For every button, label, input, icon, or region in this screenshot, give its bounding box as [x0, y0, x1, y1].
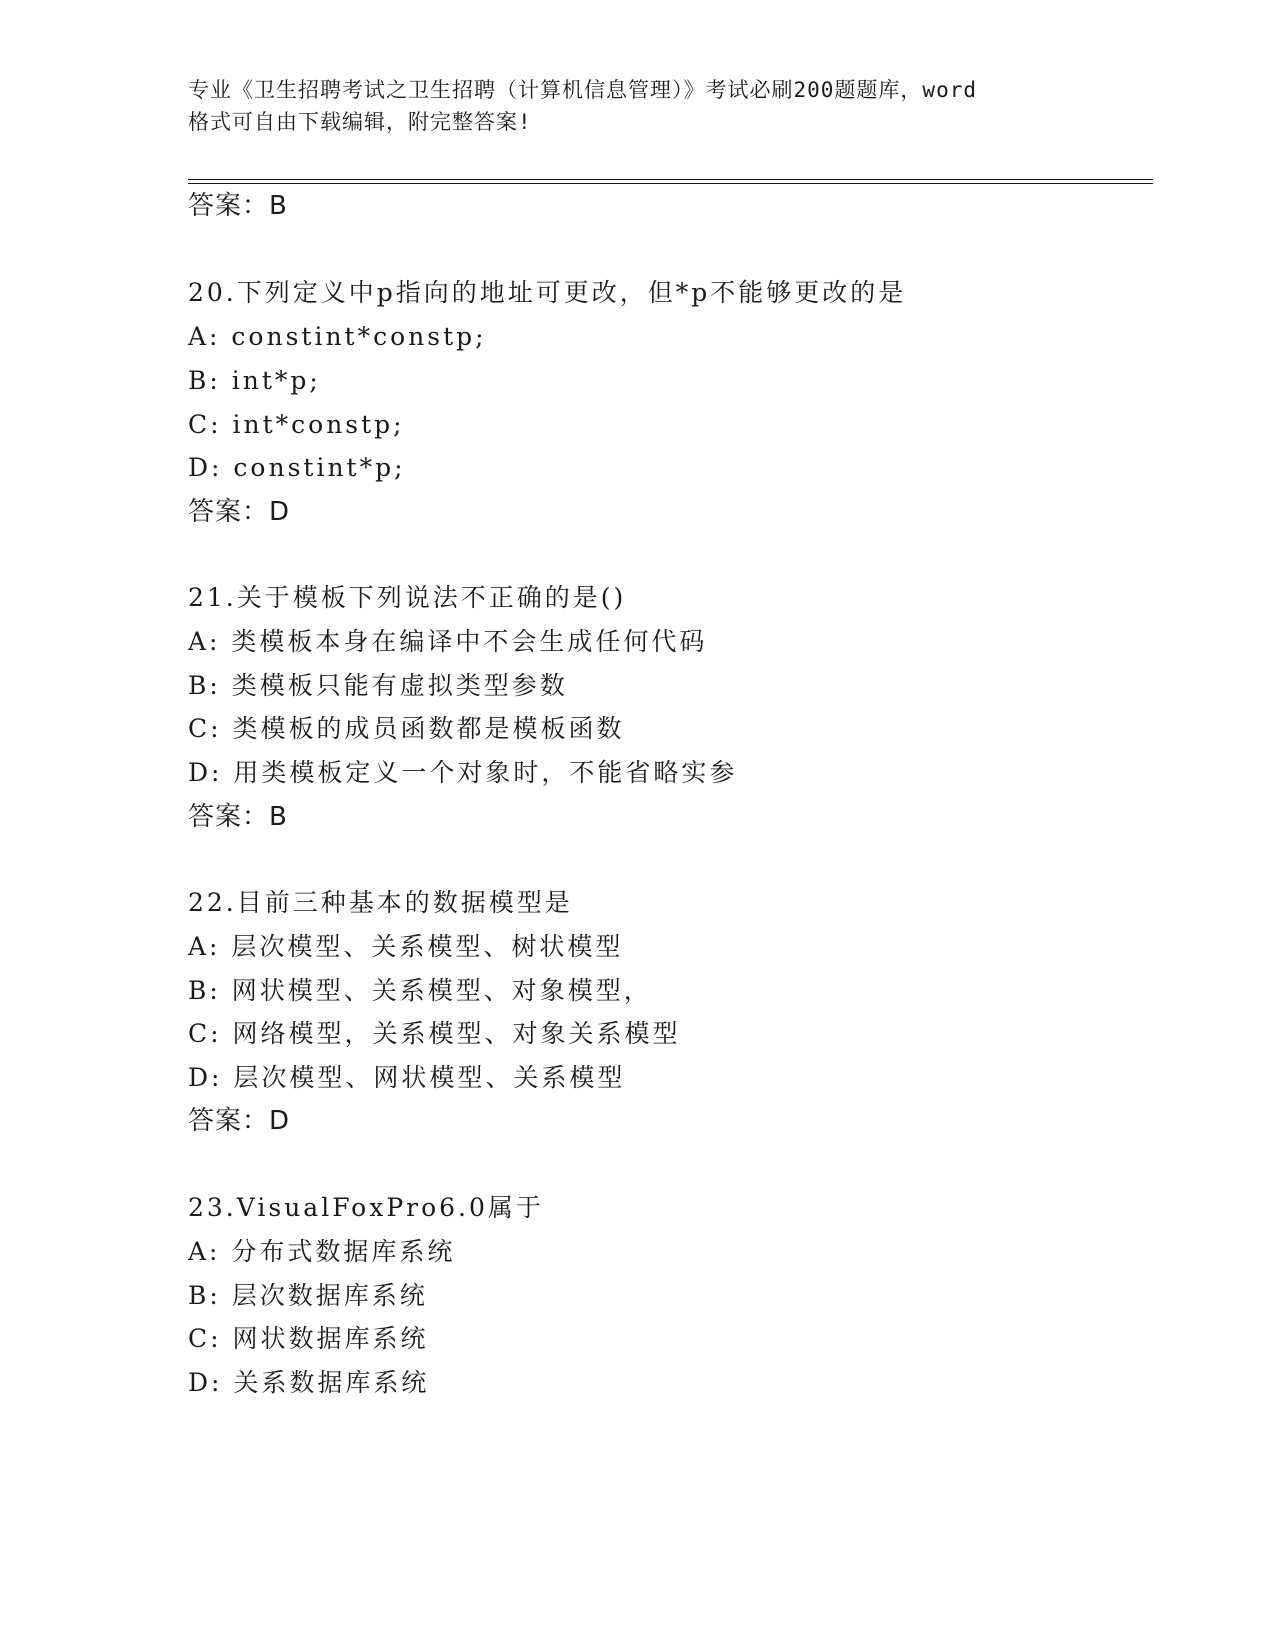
header-divider-top [188, 179, 1153, 180]
question-22-stem: 22.目前三种基本的数据模型是 [188, 888, 573, 917]
question-23-option-b: B: 层次数据库系统 [188, 1281, 428, 1310]
question-21-option-d: D: 用类模板定义一个对象时，不能省略实参 [188, 758, 738, 787]
question-22-option-a: A: 层次模型、关系模型、树状模型 [188, 932, 624, 961]
question-20-option-c: C: int*constp; [188, 410, 405, 439]
question-20-answer: 答案：D [188, 497, 291, 527]
question-21-option-b: B: 类模板只能有虚拟类型参数 [188, 671, 568, 700]
question-22-option-c: C: 网络模型，关系模型、对象关系模型 [188, 1019, 681, 1048]
question-21-option-a: A: 类模板本身在编译中不会生成任何代码 [188, 627, 708, 656]
question-20-option-b: B: int*p; [188, 366, 321, 395]
question-23-stem: 23.VisualFoxPro6.0属于 [188, 1193, 544, 1222]
question-20-stem: 20.下列定义中p指向的地址可更改，但*p不能够更改的是 [188, 278, 907, 307]
header-line-1: 专业《卫生招聘考试之卫生招聘（计算机信息管理）》考试必刷200题题库，word [188, 78, 977, 102]
question-22-option-b: B: 网状模型、关系模型、对象模型， [188, 976, 652, 1005]
header-line-2: 格式可自由下载编辑，附完整答案! [188, 110, 532, 134]
question-20-option-a: A: constint*constp; [188, 322, 487, 351]
question-21-option-c: C: 类模板的成员函数都是模板函数 [188, 714, 625, 743]
question-21-stem: 21.关于模板下列说法不正确的是() [188, 583, 627, 612]
answer-previous: 答案：B [188, 191, 288, 221]
question-20-option-d: D: constint*p; [188, 453, 406, 482]
question-22-option-d: D: 层次模型、网状模型、关系模型 [188, 1063, 626, 1092]
question-23-option-a: A: 分布式数据库系统 [188, 1237, 456, 1266]
header-divider-bottom [188, 183, 1153, 184]
question-21-answer: 答案：B [188, 802, 288, 832]
document-header [188, 74, 1088, 138]
question-22-answer: 答案：D [188, 1106, 291, 1136]
question-23-option-d: D: 关系数据库系统 [188, 1368, 430, 1397]
question-23-option-c: C: 网状数据库系统 [188, 1324, 429, 1353]
